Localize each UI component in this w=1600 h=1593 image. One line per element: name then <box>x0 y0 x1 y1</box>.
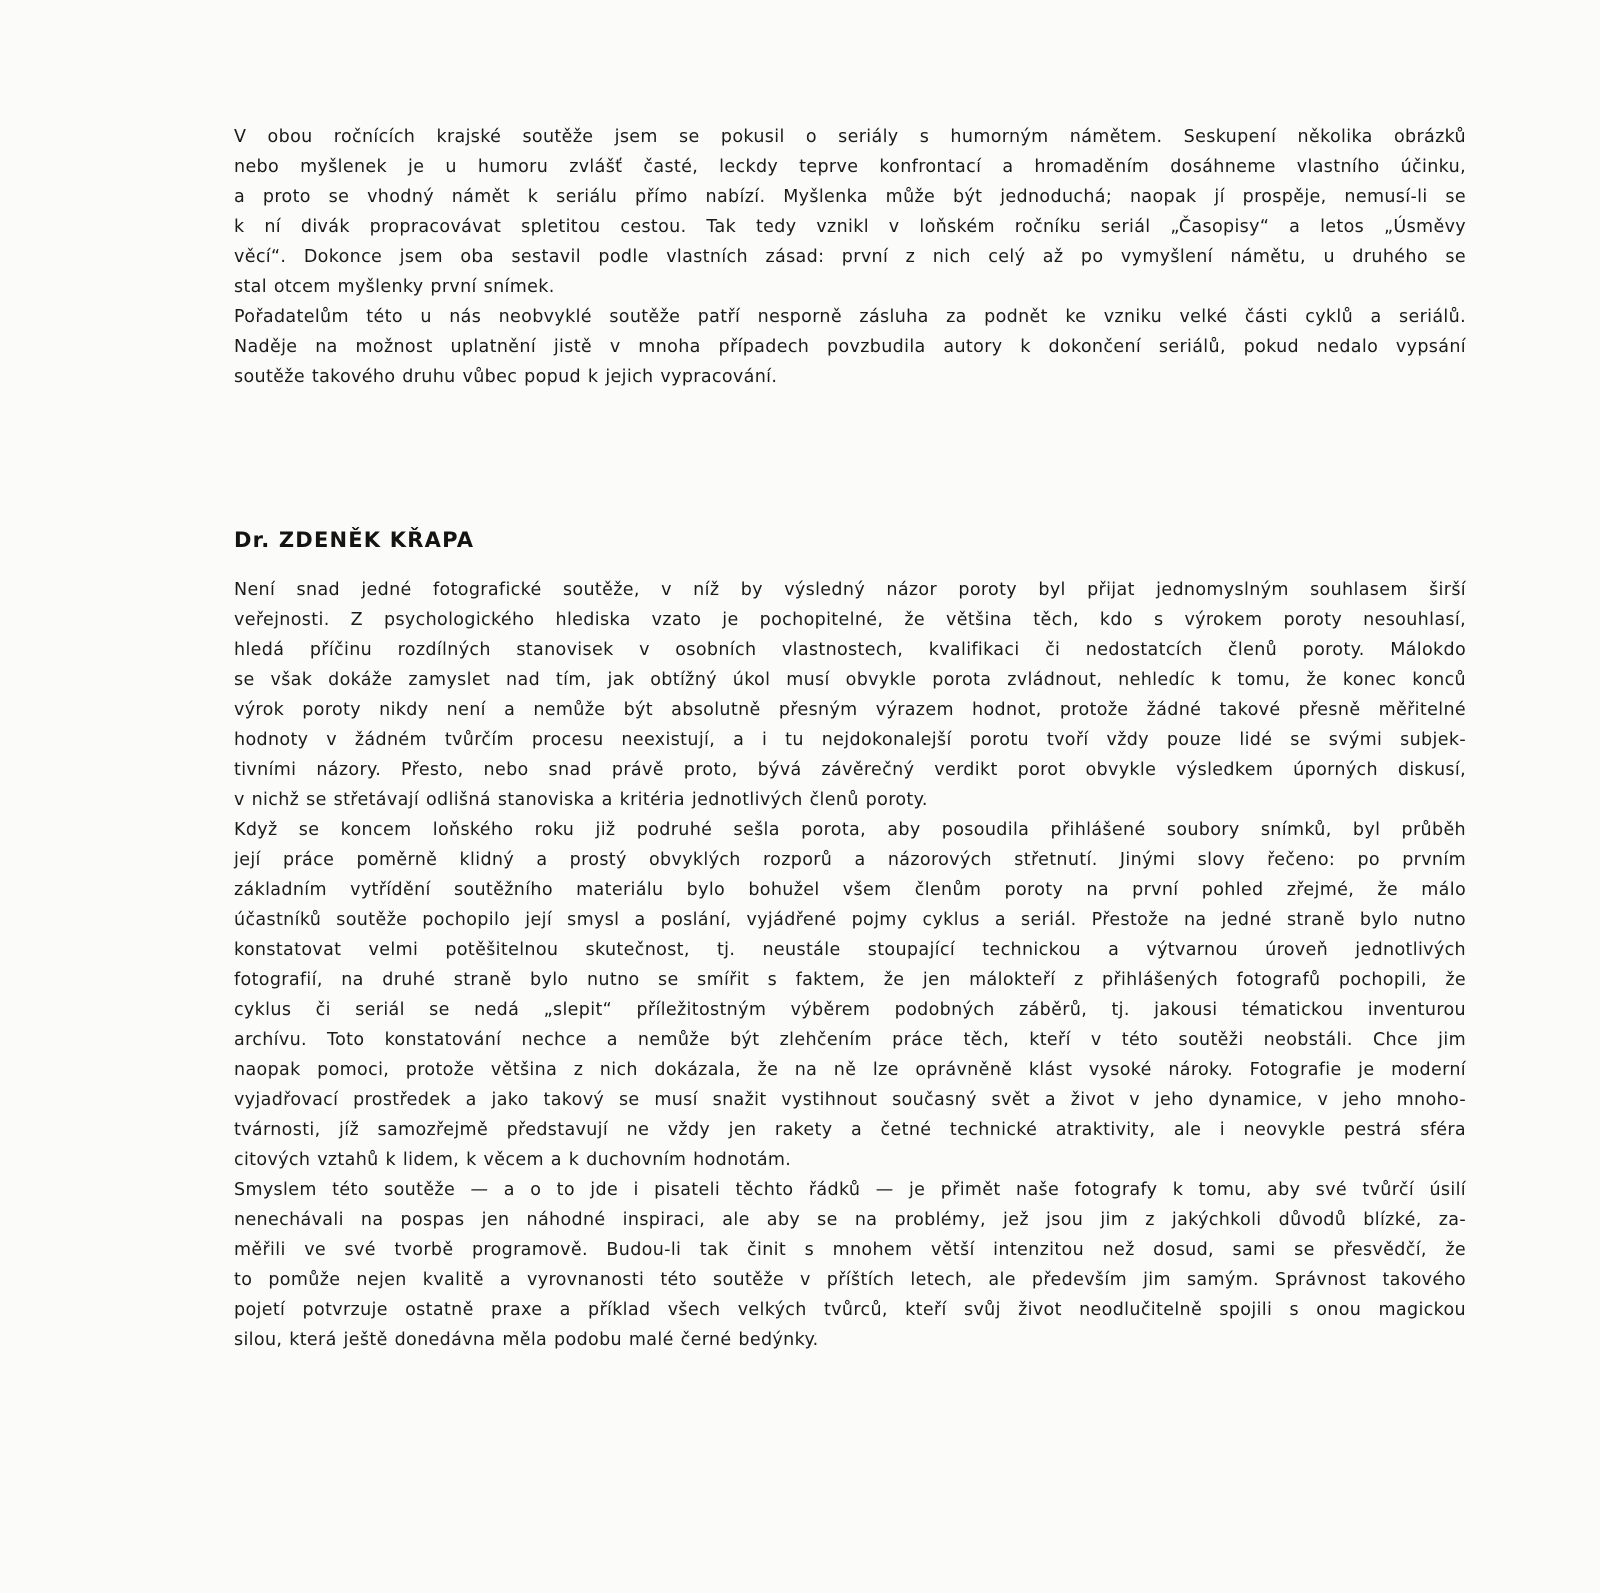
article-text-block <box>234 575 1466 1355</box>
text-line: konstatovat velmi potěšitelnou skutečnost, tj. neustále stoupající technickou a výtvarnou úroveň jednotlivých <box>234 940 1466 960</box>
text-line: nebo myšlenek je u humoru zvlášť časté, leckdy teprve konfrontací a hromaděním dosáhneme vlastního účinku, <box>234 157 1466 177</box>
text-line: veřejnosti. Z psychologického hlediska vzato je pochopitelné, že většina těch, kdo s výrokem poroty nesouhlasí, <box>234 610 1466 630</box>
text-line: v nichž se střetávají odlišná stanoviska a kritéria jednotlivých členů poroty. <box>234 790 928 810</box>
intro-text-block <box>234 122 1466 392</box>
text-line: věcí“. Dokonce jsem oba sestavil podle vlastních zásad: první z nich celý až po vymyšlení námětu, u druhého se <box>234 247 1466 267</box>
text-line: nenechávali na pospas jen náhodné inspiraci, ale aby se na problémy, jež jsou jim z jakýchkoli důvodů blízké, za- <box>234 1210 1466 1230</box>
text-line: účastníků soutěže pochopilo její smysl a poslání, vyjádřené pojmy cyklus a seriál. Přestože na jedné straně bylo nutno <box>234 910 1466 930</box>
text-line: archívu. Toto konstatování nechce a nemůže být zlehčením práce těch, kteří v této soutěži neobstáli. Chce jim <box>234 1030 1466 1050</box>
text-line: Když se koncem loňského roku již podruhé sešla porota, aby posoudila přihlášené soubory snímků, byl průběh <box>234 820 1466 840</box>
text-line: to pomůže nejen kvalitě a vyrovnanosti této soutěže v příštích letech, ale především jim samým. Správnost takového <box>234 1270 1466 1290</box>
text-line: měřili ve své tvorbě programově. Budou-li tak činit s mnohem větší intenzitou než dosud, sami se přesvědčí, že <box>234 1240 1466 1260</box>
text-line: hledá příčinu rozdílných stanovisek v osobních vlastnostech, kvalifikaci či nedostatcích členů poroty. Málokdo <box>234 640 1466 660</box>
text-line: hodnoty v žádném tvůrčím procesu neexistují, a i tu nejdokonalejší porotu tvoří vždy pouze lidé se svými subjek- <box>234 730 1466 750</box>
text-line: soutěže takového druhu vůbec popud k jejich vypracování. <box>234 367 778 387</box>
text-line: cyklus či seriál se nedá „slepit“ příležitostným výběrem podobných záběrů, tj. jakousi tématickou inventurou <box>234 1000 1466 1020</box>
text-line: tivními názory. Přesto, nebo snad právě proto, bývá závěrečný verdikt porot obvykle výsledkem úporných diskusí, <box>234 760 1466 780</box>
text-line: silou, která ještě donedávna měla podobu malé černé bedýnky. <box>234 1330 819 1350</box>
text-line: Naděje na možnost uplatnění jistě v mnoha případech povzbudila autory k dokončení seriálů, pokud nedalo vypsání <box>234 337 1466 357</box>
text-line: pojetí potvrzuje ostatně praxe a příklad všech velkých tvůrců, kteří svůj život neodlučitelně spojili s onou magickou <box>234 1300 1466 1320</box>
text-line: fotografií, na druhé straně bylo nutno se smířit s faktem, že jen málokteří z přihlášených fotografů pochopili, že <box>234 970 1466 990</box>
text-line: stal otcem myšlenky první snímek. <box>234 277 555 297</box>
text-line: se však dokáže zamyslet nad tím, jak obtížný úkol musí obvykle porota zvládnout, nehledíc k tomu, že konec konců <box>234 670 1466 690</box>
text-line: vyjadřovací prostředek a jako takový se musí snažit vystihnout současný svět a život v jeho dynamice, v jeho mnoho- <box>234 1090 1466 1110</box>
author-heading: Dr. ZDENĚK KŘAPA <box>234 528 475 552</box>
text-line: a proto se vhodný námět k seriálu přímo nabízí. Myšlenka může být jednoduchá; naopak jí prospěje, nemusí-li se <box>234 187 1466 207</box>
text-line: citových vztahů k lidem, k věcem a k duchovním hodnotám. <box>234 1150 792 1170</box>
text-line: výrok poroty nikdy není a nemůže být absolutně přesným výrazem hodnot, protože žádné takové přesně měřitelné <box>234 700 1466 720</box>
text-line: Není snad jedné fotografické soutěže, v níž by výsledný názor poroty byl přijat jednomyslným souhlasem širší <box>234 580 1466 600</box>
text-line: k ní divák propracovávat spletitou cestou. Tak tedy vznikl v loňském ročníku seriál „Časopisy“ a letos „Úsměvy <box>234 217 1466 237</box>
text-line: V obou ročnících krajské soutěže jsem se pokusil o seriály s humorným námětem. Seskupení několika obrázků <box>234 127 1466 147</box>
text-line: tvárnosti, jíž samozřejmě představují ne vždy jen rakety a četné technické atraktivity, ale i neovykle pestrá sféra <box>234 1120 1466 1140</box>
text-line: Pořadatelům této u nás neobvyklé soutěže patří nesporně zásluha za podnět ke vzniku velké části cyklů a seriálů. <box>234 307 1466 327</box>
text-line: naopak pomoci, protože většina z nich dokázala, že na ně lze oprávněně klást vysoké nároky. Fotografie je moderní <box>234 1060 1466 1080</box>
text-line: základním vytřídění soutěžního materiálu bylo bohužel všem členům poroty na první pohled zřejmé, že málo <box>234 880 1466 900</box>
text-line: Smyslem této soutěže — a o to jde i pisateli těchto řádků — je přimět naše fotografy k tomu, aby své tvůrčí úsilí <box>234 1180 1466 1200</box>
text-line: její práce poměrně klidný a prostý obvyklých rozporů a názorových střetnutí. Jinými slovy řečeno: po prvním <box>234 850 1466 870</box>
